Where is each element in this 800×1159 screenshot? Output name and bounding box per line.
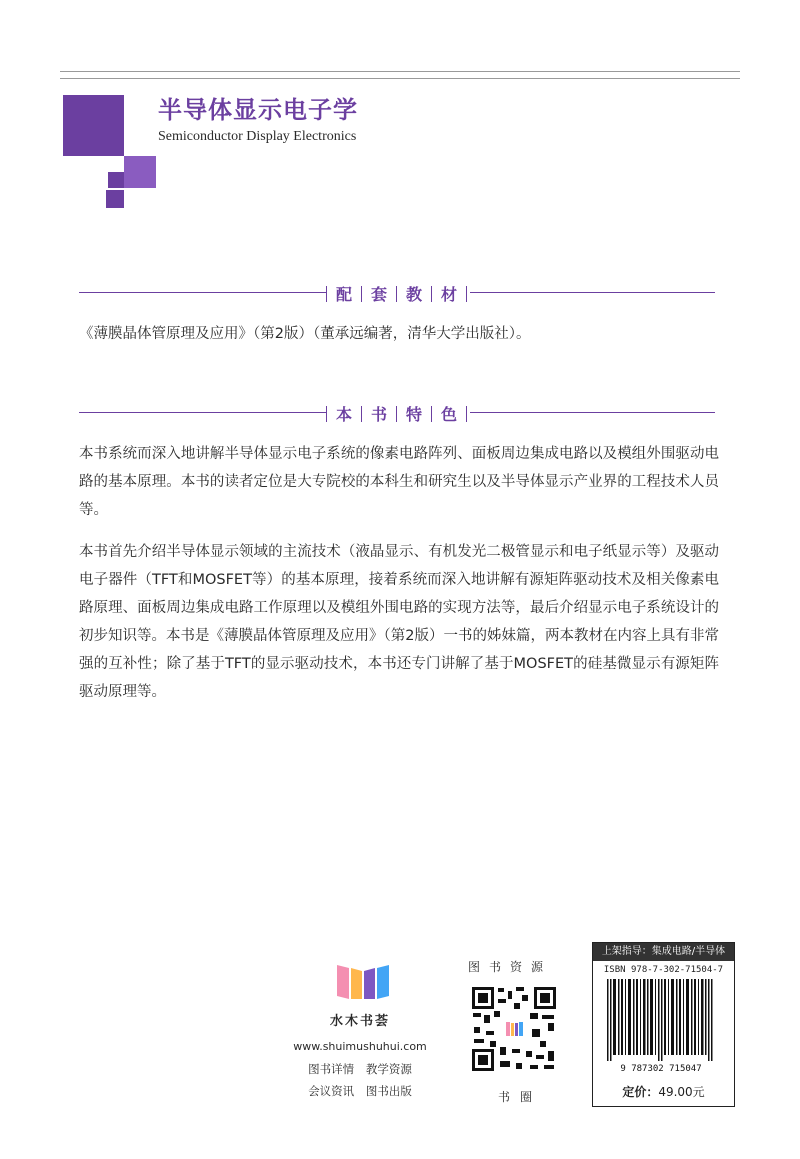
heading-char: 本 [336, 405, 353, 424]
deco-square-large [63, 95, 124, 156]
isbn-text: ISBN 978-7-302-71504-7 [603, 965, 724, 975]
deco-square-small-2 [106, 190, 124, 208]
heading-divider [466, 286, 467, 302]
price-value: 49.00元 [658, 1085, 705, 1099]
heading-char: 材 [441, 285, 458, 304]
heading-char: 配 [336, 285, 353, 304]
section-heading-materials [326, 282, 467, 305]
top-rule [60, 71, 740, 72]
link-book-publishing[interactable]: 图书出版 [365, 1084, 412, 1098]
section-rule-right [470, 292, 715, 293]
book-title: 半导体显示电子学 [158, 95, 358, 124]
deco-square-small [108, 172, 124, 188]
barcode-block [592, 942, 735, 1107]
companion-textbook-text: 《薄膜晶体管原理及应用》（第2版）（董承远编著，清华大学出版社）。 [79, 326, 531, 342]
section-rule-right [470, 412, 715, 413]
top-rule-2 [60, 78, 740, 79]
qr-caption: 书圈 [498, 1090, 543, 1104]
deco-square-medium [124, 156, 156, 188]
heading-char: 教 [406, 285, 423, 304]
features-paragraph: 本书系统而深入地讲解半导体显示电子系统的像素电路阵列、面板周边集成电路以及模组外围驱动电路的基本原理。本书的读者定位是大专院校的本科生和研究生以及半导体显示产业界的工程技术人员等。 [79, 446, 719, 518]
heading-char: 书 [371, 405, 388, 424]
heading-char: 套 [371, 285, 388, 304]
link-book-details[interactable]: 图书详情 [308, 1062, 355, 1076]
section-rule-left [79, 412, 326, 413]
qr-code-icon[interactable] [470, 985, 558, 1073]
link-conference-info[interactable]: 会议资讯 [308, 1084, 355, 1098]
link-teaching-resources[interactable]: 教学资源 [365, 1062, 412, 1076]
heading-char: 色 [441, 405, 458, 424]
publisher-url[interactable]: www.shuimushuhui.com [293, 1040, 427, 1053]
price [593, 1083, 734, 1100]
features-paragraph: 本书首先介绍半导体显示领域的主流技术（液晶显示、有机发光二极管显示和电子纸显示等）及驱动电子器件（TFT和MOSFET等）的基本原理，接着系统而深入地讲解有源矩阵驱动技术及相关像素电路原理、面板周边集成电路工作原理以及模组外围电路的实现方法等，最后介绍显示电子系统设计的初步知识等。本书是《薄膜晶体管原理及应用》（第2版）一书的姊妹篇，两本教材在内容上具有非常强的互补性；除了基于TFT的显示驱动技术，本书还专门讲解了基于MOSFET的硅基微显示有源矩阵驱动原理等。 [79, 544, 719, 700]
book-subtitle: Semiconductor Display Electronics [158, 129, 357, 144]
price-label: 定价： [622, 1085, 659, 1099]
barcode-digits: 9 787302 715047 [620, 1064, 702, 1074]
heading-divider [466, 406, 467, 422]
heading-char: 特 [406, 405, 423, 424]
section-rule-left [79, 292, 326, 293]
shelf-guidance: 上架指导：集成电路/半导体 [593, 943, 734, 961]
qr-heading: 图书资源 [468, 960, 553, 974]
publisher-links-row [285, 1083, 435, 1099]
section-heading-features [326, 402, 467, 425]
publisher-brand: 水木书荟 [330, 1014, 391, 1029]
publisher-links-row [285, 1061, 435, 1077]
open-book-logo-icon [337, 959, 389, 999]
barcode-icon [601, 979, 726, 1074]
